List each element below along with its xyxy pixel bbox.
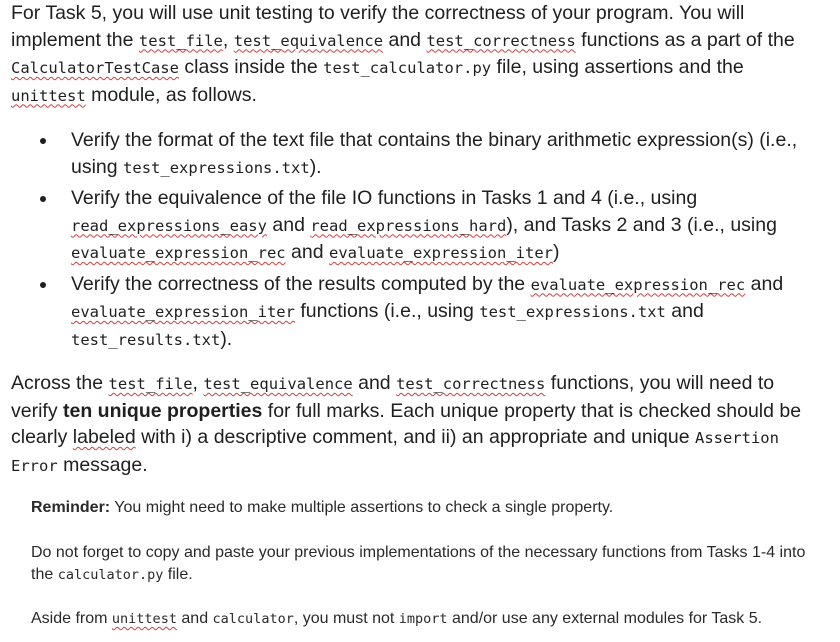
bullet-text: functions (i.e., using bbox=[294, 300, 480, 322]
note-text: , you must not bbox=[293, 610, 399, 627]
spellcheck-word-labeled: labeled bbox=[72, 426, 136, 448]
bullet-text: and bbox=[285, 241, 330, 263]
code-evaluate-expression-rec: evaluate_expression_rec bbox=[71, 244, 286, 262]
intro-text: functions as a part of the bbox=[575, 28, 795, 51]
reminder-note bbox=[31, 497, 821, 519]
intro-text: file, using assertions and the bbox=[491, 56, 744, 78]
note-text: Do not forget to copy and paste your previous implementations of the necessary functions from Tasks 1-4 into the bbox=[31, 544, 806, 583]
list-item bbox=[40, 271, 820, 354]
code-test-equivalence: test_equivalence bbox=[203, 375, 353, 393]
bullet-text: ), and Tasks 2 and 3 (i.e., using bbox=[506, 213, 777, 236]
intro-paragraph bbox=[11, 0, 823, 109]
reminder-label: Reminder: bbox=[31, 499, 111, 516]
paragraph-text: message. bbox=[57, 453, 148, 476]
paragraph-text: functions, you will need to verify bbox=[11, 372, 775, 422]
note-text: Aside from bbox=[31, 610, 112, 627]
code-test-expressions-txt: test_expressions.txt bbox=[123, 158, 310, 177]
intro-text: and bbox=[383, 28, 427, 51]
list-item bbox=[40, 127, 820, 181]
intro-text: module, as follows. bbox=[85, 83, 257, 106]
paragraph-text: for full marks. Each unique property that is checked should be clearly bbox=[11, 399, 802, 448]
note-text: file. bbox=[163, 566, 193, 583]
bullet-text: ) bbox=[552, 241, 560, 263]
intro-text: , bbox=[222, 28, 234, 51]
list-item bbox=[40, 185, 820, 267]
code-unittest: unittest bbox=[111, 611, 177, 627]
paragraph-text: Across the bbox=[11, 372, 109, 394]
bullet-text: Verify the equivalence of the file IO functions in Tasks 1 and 4 (i.e., using bbox=[71, 187, 698, 209]
code-test-calculator-py: test_calculator.py bbox=[323, 59, 492, 77]
code-unittest: unittest bbox=[11, 86, 86, 105]
bullet-text: and bbox=[665, 300, 704, 322]
code-test-correctness: test_correctness bbox=[426, 31, 576, 50]
code-calculator-py: calculator.py bbox=[57, 567, 164, 583]
emphasis-ten-unique-properties: ten unique properties bbox=[63, 399, 263, 422]
bullet-text: Verify the format of the text file that contains the binary arithmetic expression(s) (i.e., using bbox=[71, 129, 798, 178]
code-test-expressions-txt: test_expressions.txt bbox=[479, 303, 666, 321]
aside-note bbox=[31, 608, 821, 630]
paragraph-text: and bbox=[352, 372, 397, 394]
reminder-text: You might need to make multiple assertions to check a single property. bbox=[110, 499, 614, 516]
paragraph-text: , bbox=[192, 372, 204, 394]
bullet-text: ). bbox=[309, 155, 322, 178]
code-evaluate-expression-iter: evaluate_expression_iter bbox=[71, 303, 295, 321]
bullet-text: ). bbox=[220, 327, 233, 350]
code-evaluate-expression-iter: evaluate_expression_iter bbox=[329, 244, 553, 262]
code-import: import bbox=[398, 611, 448, 627]
note-text: and/or use any external modules for Task 5. bbox=[447, 610, 763, 627]
code-calculator-test-case: CalculatorTestCase bbox=[11, 59, 179, 77]
bullet-text: and bbox=[745, 272, 784, 295]
code-assertion-error: Assertion Error bbox=[11, 429, 779, 475]
code-test-file: test_file bbox=[108, 375, 193, 393]
paragraph-text: with i) a descriptive comment, and ii) an appropriate and unique bbox=[135, 426, 695, 448]
code-calculator: calculator bbox=[212, 611, 294, 627]
note-text: and bbox=[176, 610, 213, 627]
code-test-file: test_file bbox=[138, 31, 223, 50]
code-evaluate-expression-rec: evaluate_expression_rec bbox=[530, 275, 746, 294]
code-test-correctness: test_correctness bbox=[396, 375, 546, 393]
requirements-list bbox=[40, 127, 820, 357]
code-test-results-txt: test_results.txt bbox=[71, 330, 221, 349]
code-read-expressions-easy: read_expressions_easy bbox=[71, 216, 267, 235]
intro-text: For Task 5, you will use unit testing to verify the correctness of your program. You will implement the bbox=[11, 2, 745, 51]
bullet-text: and bbox=[266, 213, 311, 236]
properties-paragraph bbox=[11, 370, 826, 479]
bullet-text: Verify the correctness of the results computed by the bbox=[71, 272, 531, 295]
code-test-equivalence: test_equivalence bbox=[233, 31, 384, 50]
code-read-expressions-hard: read_expressions_hard bbox=[310, 216, 507, 235]
copy-note bbox=[31, 542, 821, 586]
intro-text: class inside the bbox=[178, 56, 324, 78]
